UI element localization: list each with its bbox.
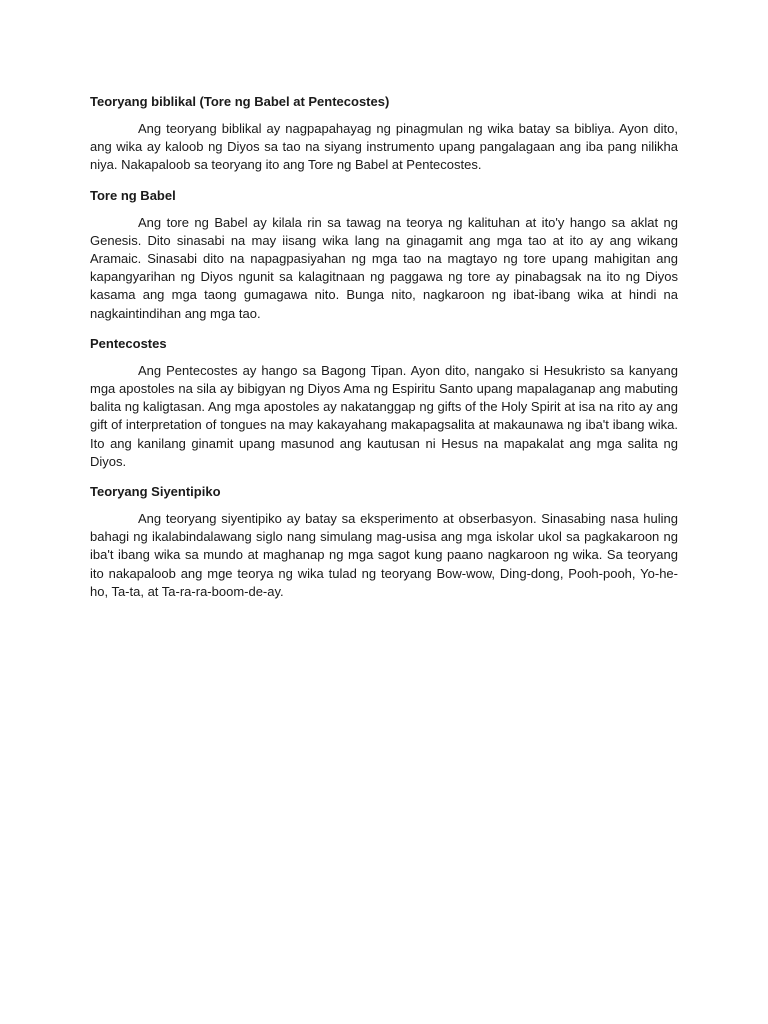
section-pentecostes (90, 335, 678, 471)
section-heading: Teoryang Siyentipiko (90, 484, 221, 500)
section-paragraph: Ang Pentecostes ay hango sa Bagong Tipan. Ayon dito, nangako si Hesukristo sa kanyang mga apostoles na sila ay bibigyan ng Diyos Ama ng Espiritu Santo upang mapalaganap ang mabuting balita ng kaligtasan. Ang mga apostoles ay nakatanggap ng gifts of the Holy Spirit at isa na rito ay ang gift of interpretation of tongues na may kakayahang makapagsalita at makaunawa ng iba't ibang wika. Ito ang kanilang ginamit upang masunod ang kautusan ni Hesus na mapakalat ang mga salita ng Diyos. (90, 362, 678, 469)
section-teoryang-siyentipiko (90, 483, 678, 601)
section-heading: Pentecostes (90, 335, 167, 351)
section-paragraph: Ang teoryang biblikal ay nagpapahayag ng pinagmulan ng wika batay sa bibliya. Ayon dito, ang wika ay kaloob ng Diyos sa tao na siyang instrumento upang pangalagaan ang iba pang nilikha niya. Nakapaloob sa teoryang ito ang Tore ng Babel at Pentecostes. (90, 121, 678, 173)
document-page (90, 93, 678, 613)
section-paragraph: Ang teoryang siyentipiko ay batay sa eksperimento at obserbasyon. Sinasabing nasa huling bahagi ng ikalabindalawang siglo nang simulang mag-usisa ang mga iskolar ukol sa pagkakaroon ng iba't ibang wika sa mundo at maghanap ng mga sagot kung paano nagkaroon ng wika. Sa teoryang ito nakapaloob ang mge teorya ng wika tulad ng teoryang Bow-wow, Ding-dong, Pooh-pooh, Yo-he-ho, Ta-ta, at Ta-ra-ra-boom-de-ay. (90, 511, 678, 599)
section-tore-ng-babel (90, 187, 678, 323)
section-heading: Tore ng Babel (90, 187, 176, 203)
section-teoryang-biblikal (90, 93, 678, 175)
section-paragraph: Ang tore ng Babel ay kilala rin sa tawag na teorya ng kalituhan at ito'y hango sa aklat ng Genesis. Dito sinasabi na may iisang wika lang na ginagamit ang mga tao at ito ay ang wikang Aramaic. Sinasabi dito na napagpasiyahan ng mga tao na magtayo ng tore upang mahigitan ang kapangyarihan ng Diyos ngunit sa kalagitnaan ng paggawa ng tore ay pinabagsak na ito ng Diyos kasama ang mga taong gumagawa nito. Bunga nito, nagkaroon ng ibat-ibang wika at hindi na nagkaintindihan ang mga tao. (90, 214, 678, 321)
section-heading: Teoryang biblikal (Tore ng Babel at Pentecostes) (90, 94, 390, 109)
